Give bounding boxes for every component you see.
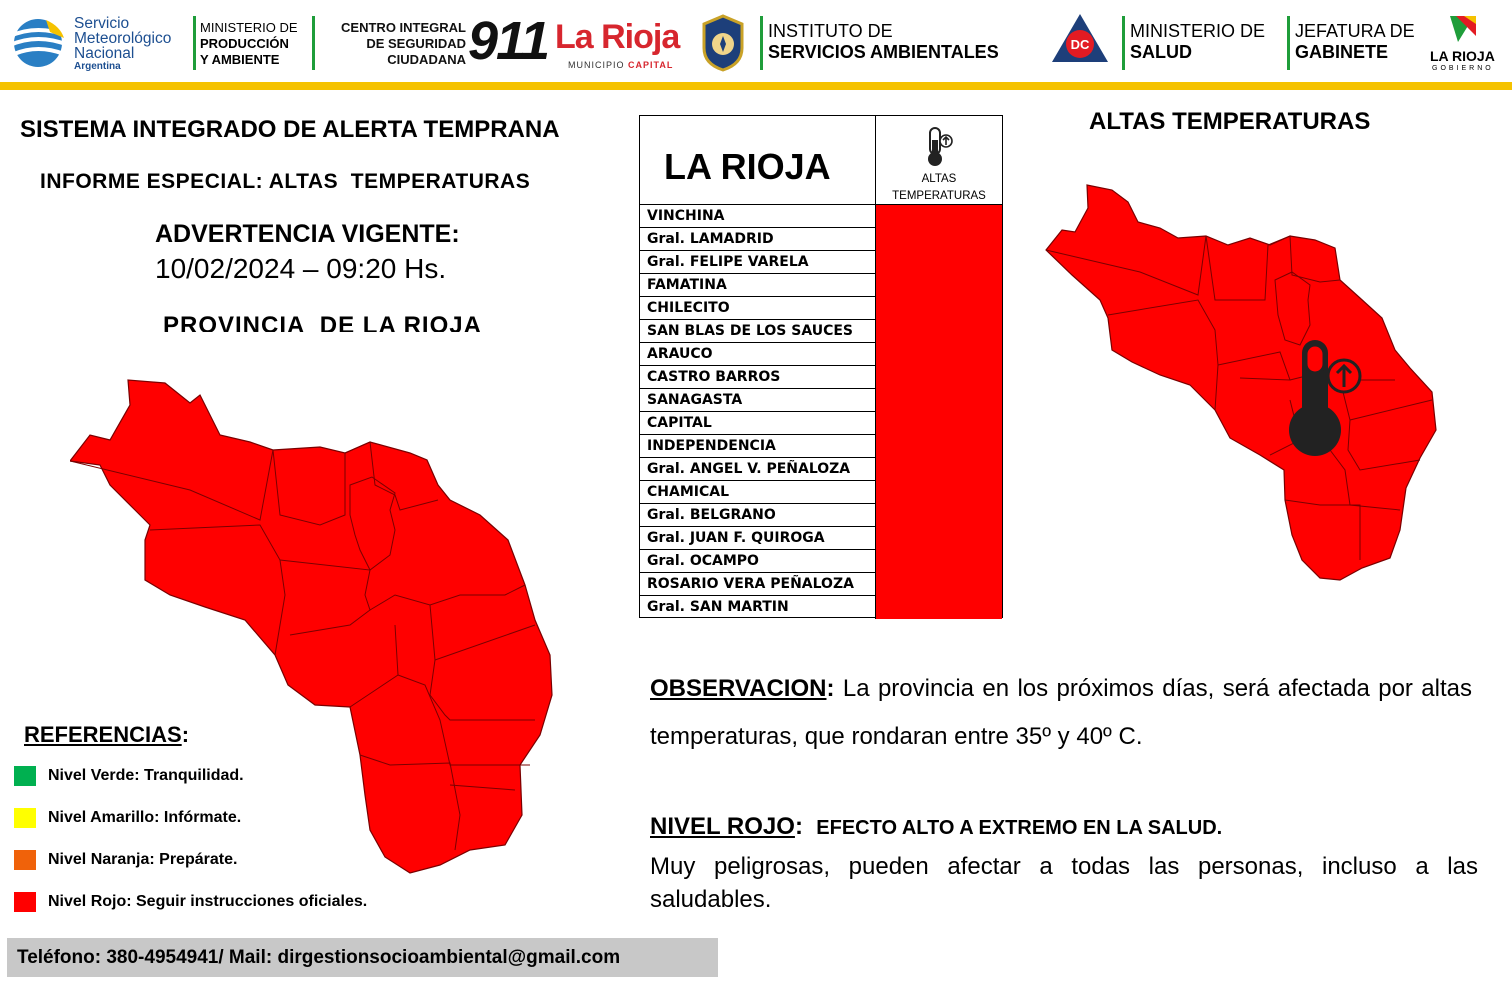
department-name: Gral. FELIPE VARELA bbox=[640, 251, 876, 274]
table-row bbox=[640, 458, 1002, 481]
department-name: INDEPENDENCIA bbox=[640, 435, 876, 458]
alert-level-cell bbox=[876, 389, 1002, 412]
separator bbox=[193, 16, 196, 70]
department-name: Gral. LAMADRID bbox=[640, 228, 876, 251]
alert-level-cell bbox=[876, 228, 1002, 251]
alert-level-cell bbox=[876, 550, 1002, 573]
department-name: CASTRO BARROS bbox=[640, 366, 876, 389]
province-map-small bbox=[1040, 180, 1450, 590]
orange-swatch bbox=[14, 850, 36, 870]
department-name: SANAGASTA bbox=[640, 389, 876, 412]
references-title: REFERENCIAS: bbox=[24, 722, 190, 747]
department-name: Gral. ANGEL V. PEÑALOZA bbox=[640, 458, 876, 481]
smn-logo-icon bbox=[6, 18, 70, 68]
department-name: CHAMICAL bbox=[640, 481, 876, 504]
report-subtitle: INFORME ESPECIAL: ALTAS TEMPERATURAS bbox=[40, 170, 531, 193]
contact-info: Teléfono: 380-4954941/ Mail: dirgestionsocioambiental@gmail.com bbox=[17, 947, 621, 968]
department-name: Gral. OCAMPO bbox=[640, 550, 876, 573]
table-row bbox=[640, 297, 1002, 320]
department-name: Gral. SAN MARTIN bbox=[640, 596, 876, 619]
table-row bbox=[640, 274, 1002, 297]
table-row bbox=[640, 550, 1002, 573]
department-name: Gral. JUAN F. QUIROGA bbox=[640, 527, 876, 550]
instituto-servicios-ambientales: INSTITUTO DE SERVICIOS AMBIENTALES bbox=[768, 21, 999, 62]
table-row bbox=[640, 527, 1002, 550]
table-row bbox=[640, 320, 1002, 343]
header-accent-bar bbox=[0, 82, 1512, 90]
table-row bbox=[640, 366, 1002, 389]
alert-level-cell bbox=[876, 274, 1002, 297]
gobierno-name: LA RIOJA bbox=[1430, 48, 1495, 64]
svg-text:DC: DC bbox=[1070, 37, 1090, 52]
province-shape-small bbox=[1046, 185, 1436, 580]
map-title: ALTAS TEMPERATURAS bbox=[1089, 108, 1371, 135]
department-name: CAPITAL bbox=[640, 412, 876, 435]
green-swatch bbox=[14, 766, 36, 786]
nivel-heading: NIVEL ROJO: EFECTO ALTO A EXTREMO EN LA SALUD. bbox=[650, 813, 1223, 840]
alert-level-cell bbox=[876, 527, 1002, 550]
centro-seguridad: CENTRO INTEGRAL DE SEGURIDAD CIUDADANA bbox=[341, 20, 466, 67]
municipio-logo: La Rioja bbox=[555, 18, 680, 56]
gobierno-sub: GOBIERNO bbox=[1432, 65, 1494, 72]
department-name: FAMATINA bbox=[640, 274, 876, 297]
police-badge-icon bbox=[700, 14, 746, 72]
alert-level-cell bbox=[876, 504, 1002, 527]
municipio-capital: MUNICIPIO CAPITAL bbox=[568, 60, 674, 70]
department-alert-table bbox=[639, 115, 1003, 618]
table-row bbox=[640, 228, 1002, 251]
alert-level-cell bbox=[876, 205, 1002, 228]
defensa-civil-icon bbox=[1050, 12, 1110, 72]
table-row bbox=[640, 504, 1002, 527]
observation-text: La provincia en los próximos días, será afectada por altas temperaturas, que rondaran entre 35º y 40º C. bbox=[650, 675, 1472, 750]
alert-level-cell bbox=[876, 320, 1002, 343]
warning-date: 10/02/2024 – 09:20 Hs. bbox=[155, 253, 447, 284]
logo-911: 911 bbox=[468, 11, 549, 71]
table-row bbox=[640, 435, 1002, 458]
table-header-altas-temperaturas: ALTAS TEMPERATURAS bbox=[876, 116, 1002, 205]
table-row bbox=[640, 205, 1002, 228]
ministerio-produccion: MINISTERIO DE PRODUCCIÓN Y AMBIENTE bbox=[200, 20, 298, 67]
department-name: Gral. BELGRANO bbox=[640, 504, 876, 527]
header-logos bbox=[0, 0, 1512, 82]
alert-level-cell bbox=[876, 458, 1002, 481]
alert-level-cell bbox=[876, 251, 1002, 274]
alert-level-cell bbox=[876, 596, 1002, 619]
table-row bbox=[640, 573, 1002, 596]
table-row bbox=[640, 596, 1002, 619]
alert-level-cell bbox=[876, 412, 1002, 435]
department-name: SAN BLAS DE LOS SAUCES bbox=[640, 320, 876, 343]
jefatura-gabinete: JEFATURA DE GABINETE bbox=[1295, 21, 1415, 62]
alert-level-cell bbox=[876, 435, 1002, 458]
alert-level-cell bbox=[876, 366, 1002, 389]
department-name: ROSARIO VERA PEÑALOZA bbox=[640, 573, 876, 596]
red-swatch bbox=[14, 892, 36, 912]
separator bbox=[1287, 16, 1290, 70]
alert-level-cell bbox=[876, 481, 1002, 504]
yellow-swatch bbox=[14, 808, 36, 828]
table-row bbox=[640, 412, 1002, 435]
alert-level-cell bbox=[876, 297, 1002, 320]
thermometer-up-icon bbox=[926, 126, 956, 168]
nivel-label: NIVEL ROJO bbox=[650, 813, 795, 840]
nivel-effect: EFECTO ALTO A EXTREMO EN LA SALUD. bbox=[816, 817, 1223, 839]
alert-level-cell bbox=[876, 573, 1002, 596]
separator bbox=[312, 16, 315, 70]
warning-label: ADVERTENCIA VIGENTE: bbox=[155, 220, 460, 248]
system-title: SISTEMA INTEGRADO DE ALERTA TEMPRANA bbox=[20, 116, 560, 143]
contact-footer bbox=[7, 938, 718, 977]
separator bbox=[1122, 16, 1125, 70]
gobierno-flag-icon bbox=[1446, 12, 1480, 46]
smn-name: Servicio Meteorológico Nacional Argentina bbox=[74, 15, 172, 72]
table-row bbox=[640, 389, 1002, 412]
observation-label: OBSERVACION bbox=[650, 675, 827, 702]
department-name: VINCHINA bbox=[640, 205, 876, 228]
alert-level-cell bbox=[876, 343, 1002, 366]
table-row bbox=[640, 251, 1002, 274]
table-row bbox=[640, 481, 1002, 504]
department-name: CHILECITO bbox=[640, 297, 876, 320]
table-row bbox=[640, 343, 1002, 366]
table-header-province: LA RIOJA bbox=[640, 116, 876, 205]
ministerio-salud: MINISTERIO DE SALUD bbox=[1130, 21, 1266, 62]
province-label: PROVINCIA DE LA RIOJA bbox=[163, 312, 482, 332]
observation-block: OBSERVACION: La provincia en los próximos días, será afectada por altas temperaturas, que rondaran entre 35º y 40º C. bbox=[650, 675, 1472, 750]
separator bbox=[760, 16, 763, 70]
nivel-description: Muy peligrosas, pueden afectar a todas las personas, incluso a las saludables. bbox=[650, 853, 1478, 913]
references-list: Nivel Verde: Tranquilidad. Nivel Amarillo: Infórmate. Nivel Naranja: Prepárate. Nivel Rojo: Seguir instrucciones oficiales. bbox=[0, 766, 420, 926]
department-name: ARAUCO bbox=[640, 343, 876, 366]
